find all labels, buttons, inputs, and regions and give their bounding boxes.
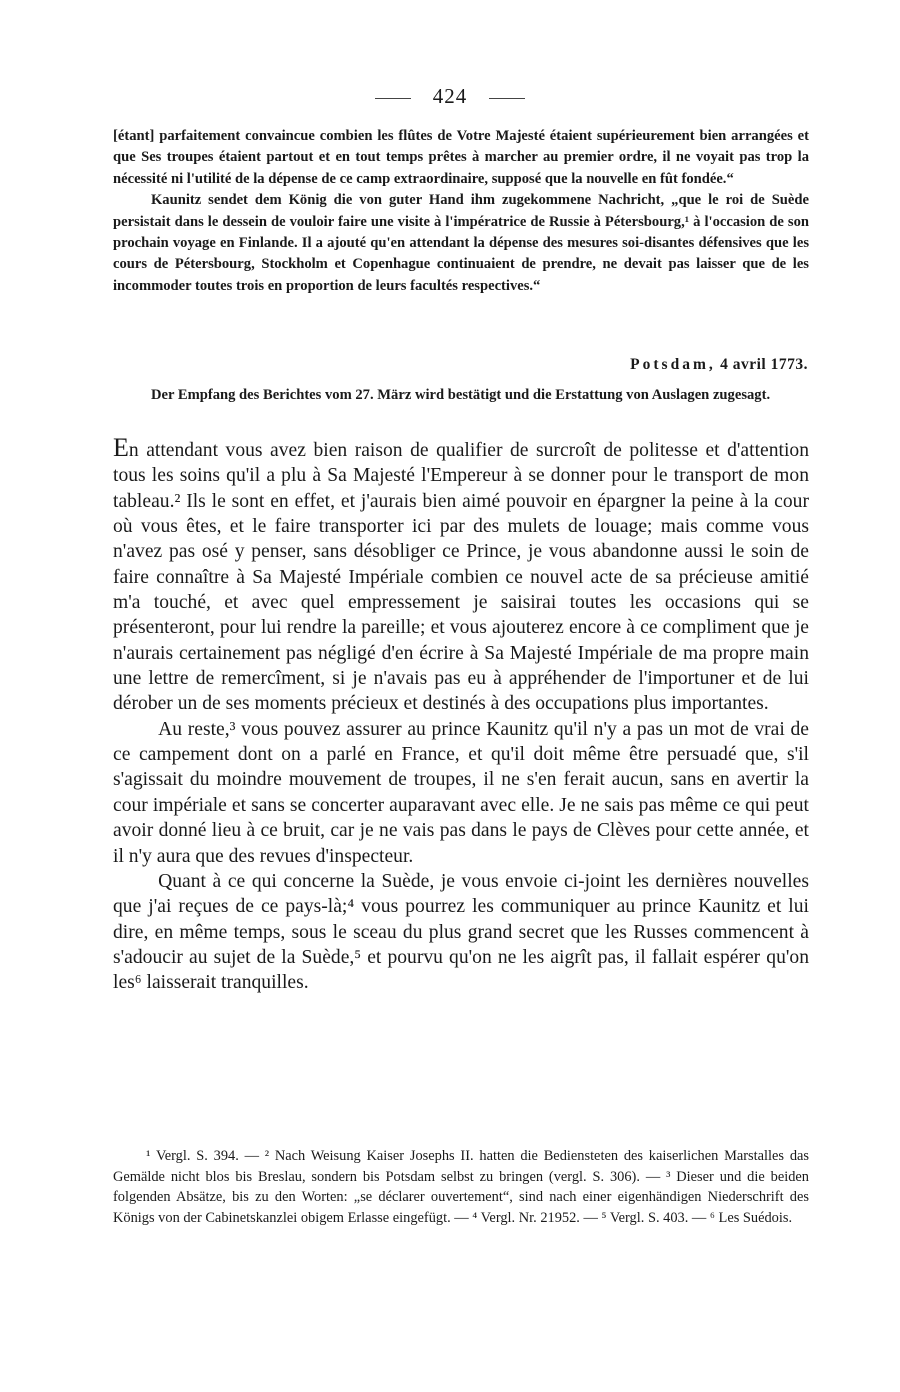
letter-paragraph: Au reste,³ vous pouvez assurer au prince Kaunitz qu'il n'y a pas un mot de vrai de ce campement dont on a parlé en France, et qu'il doit même être persuadé que, s'il s'agissait du moindre mouvement de troupes, il ne s'en ferait aucun, sans en avertir la cour impériale et sans se concerter auparavant avec elle. Je ne sais pas même ce qui peut avoir donné lieu à ce bruit, car je ne vais pas dans le pays de Clèves pour cette année, et il n'y aura que des revues d'inspecteur. [113, 718, 809, 867]
dateline-date: 4 avril 1773. [720, 356, 808, 373]
intro-paragraph: [étant] parfaitement convaincue combien les flûtes de Votre Majesté étaient supérieurement bien arrangées et que Ses troupes étaient partout et en tout temps prêtes à marcher au premier ordre, il ne voyait pas trop la nécessité ni l'utilité de la dépense de ce camp extraordinaire, supposé que la nouvelle en fût fondée.“ [113, 128, 809, 187]
letter-paragraph [113, 435, 809, 717]
summary-text: Der Empfang des Berichtes vom 27. März wird bestätigt und die Erstattung von Auslagen zugesagt. [150, 387, 771, 403]
left-rule [375, 98, 411, 99]
summary-section [113, 385, 809, 406]
page-number-text: 424 [432, 84, 468, 108]
intro-section [113, 126, 809, 297]
letter-body [113, 435, 809, 996]
dateline-place: Potsdam, [630, 356, 716, 373]
footnotes [113, 1146, 809, 1228]
right-rule [489, 98, 525, 99]
dateline [630, 356, 808, 374]
page-number [0, 84, 900, 109]
initial-letter: E [113, 433, 129, 462]
letter-paragraph: Quant à ce qui concerne la Suède, je vous envoie ci-joint les dernières nouvelles que j'ai reçues de ce pays-là;⁴ vous pourrez les communiquer au prince Kaunitz et lui dire, en même temps, sous le sceau du plus grand secret que les Russes commencent à s'adoucir au sujet de la Suède,⁵ et pourvu qu'on ne les aigrît pas, il fallait espérer qu'on les⁶ laisserait tranquilles. [113, 870, 809, 994]
footnotes-text: ¹ Vergl. S. 394. — ² Nach Weisung Kaiser Josephs II. hatten die Bediensteten des kaiserlichen Marstalles das Gemälde nicht blos bis Breslau, sondern bis Potsdam selbst zu bringen (vergl. S. 306). — ³ Dieser und die beiden folgenden Absätze, bis zu den Worten: „se déclarer ouvertement“, sind nach einer eigenhändigen Niederschrift des Königs von der Cabinetskanzlei obigem Erlasse eingefügt. — ⁴ Vergl. Nr. 21952. — ⁵ Vergl. S. 403. — ⁶ Les Suédois. [113, 1148, 809, 1226]
intro-paragraph: Kaunitz sendet dem König die von guter Hand ihm zugekommene Nachricht, „que le roi de Suède persistait dans le dessein de vouloir faire une visite à l'impératrice de Russie à Pétersbourg,¹ à l'occasion de son prochain voyage en Finlande. Il a ajouté qu'en attendant la dépense des mesures soi-disantes défensives que les cours de Pétersbourg, Stockholm et Copenhague continuaient de prendre, ne devait pas laisser que de les incommoder toutes trois en proportion de leurs facultés respectives.“ [113, 192, 809, 294]
letter-paragraph-text: n attendant vous avez bien raison de qualifier de surcroît de politesse et d'attention tous les soins qu'il a plu à Sa Majesté l'Empereur à se donner pour le transport de mon tableau.² Ils le sont en effet, et j'aurais bien aimé pouvoir en épargner la peine à la cour où vous êtes, et le faire transporter ici par des mulets de louage; mais comme vous n'avez pas osé y penser, sans désobliger ce Prince, je vous abandonne aussi le soin de faire connaître à Sa Majesté Impériale combien ce nouvel acte de sa précieuse amitié m'a touché, et avec quel empressement je saisirai toutes les occasions qui se présenteront, pour lui rendre la pareille; et vous ajouterez encore à ce compliment que je n'aurais certainement pas négligé d'en écrire à Sa Majesté Impériale de ma propre main une lettre de remercîment, si je n'avais pas eu à appréhender de l'importuner et de lui dérober un de ses moments précieux et destinés à des occupations plus importantes. [113, 440, 809, 715]
